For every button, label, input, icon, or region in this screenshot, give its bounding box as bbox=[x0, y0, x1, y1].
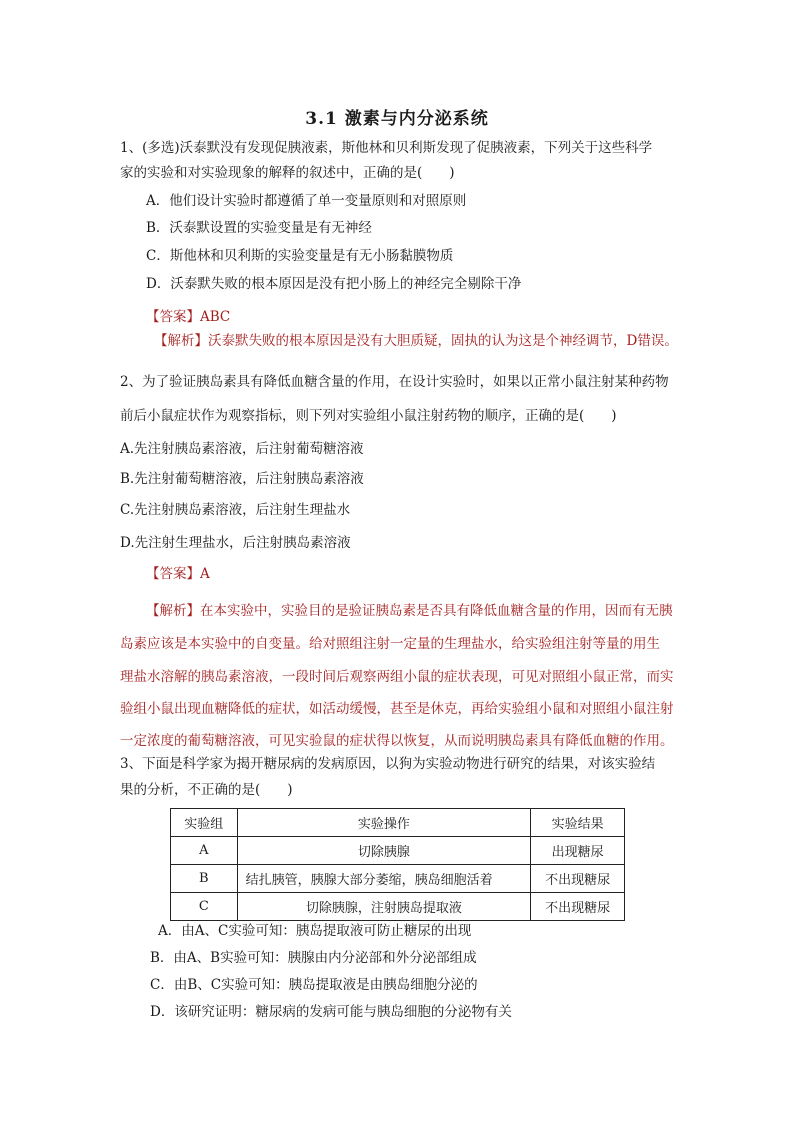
table-cell-operation: 切除胰腺 bbox=[237, 837, 531, 865]
experiment-table bbox=[170, 808, 625, 921]
q3-stem-line-2: 果的分析，不正确的是( ) bbox=[120, 782, 293, 798]
q2-answer bbox=[146, 565, 210, 583]
q2-answer-value: A bbox=[200, 566, 210, 582]
q2-option-d: D.先注射生理盐水，后注射胰岛素溶液 bbox=[120, 535, 351, 551]
q2-analysis-line-1 bbox=[146, 602, 673, 620]
q3-option-c: C．由B、C实验可知：胰岛提取液是由胰岛细胞分泌的 bbox=[150, 977, 478, 993]
table-cell-group: A bbox=[171, 837, 238, 865]
table-cell-group: C bbox=[171, 893, 238, 921]
q2-analysis-line-3: 理盐水溶解的胰岛素溶液，一段时间后观察两组小鼠的症状表现，可见对照组小鼠正常，而实 bbox=[120, 669, 674, 685]
table-cell-operation: 切除胰腺，注射胰岛提取液 bbox=[237, 893, 531, 921]
q1-option-c: C．斯他林和贝利斯的实验变量是有无小肠黏膜物质 bbox=[146, 248, 454, 264]
table-header-operation: 实验操作 bbox=[237, 809, 531, 837]
table-header-result: 实验结果 bbox=[531, 809, 625, 837]
table-row bbox=[171, 837, 625, 865]
table-header-row bbox=[171, 809, 625, 837]
q2-analysis-line-4: 验组小鼠出现血糖降低的症状，如活动缓慢，甚至是休克，再给实验组小鼠和对照组小鼠注射 bbox=[120, 701, 674, 717]
q2-analysis-tag: 【解析】 bbox=[146, 603, 200, 619]
q2-option-b: B.先注射葡萄糖溶液，后注射胰岛素溶液 bbox=[120, 471, 364, 487]
table-cell-result: 不出现糖尿 bbox=[531, 893, 625, 921]
q1-answer bbox=[146, 308, 230, 326]
q2-analysis-line-5: 一定浓度的葡萄糖溶液，可见实验鼠的症状得以恢复，从而说明胰岛素具有降低血糖的作用。 bbox=[120, 733, 674, 749]
q1-analysis bbox=[154, 332, 678, 350]
table-row bbox=[171, 865, 625, 893]
q2-option-c: C.先注射胰岛素溶液，后注射生理盐水 bbox=[120, 502, 351, 518]
table-cell-result: 不出现糖尿 bbox=[531, 865, 625, 893]
q2-stem-line-1: 2、为了验证胰岛素具有降低血糖含量的作用，在设计实验时，如果以正常小鼠注射某种药物 bbox=[120, 374, 669, 390]
q2-analysis-line-2: 岛素应该是本实验中的自变量。给对照组注射一定量的生理盐水，给实验组注射等量的用生 bbox=[120, 636, 660, 652]
table-cell-result: 出现糖尿 bbox=[531, 837, 625, 865]
table-cell-group: B bbox=[171, 865, 238, 893]
q2-analysis-text-1: 在本实验中，实验目的是验证胰岛素是否具有降低血糖含量的作用，因而有无胰 bbox=[200, 603, 673, 619]
q1-answer-value: ABC bbox=[200, 309, 231, 325]
q3-option-d: D．该研究证明：糖尿病的发病可能与胰岛细胞的分泌物有关 bbox=[150, 1004, 512, 1020]
table-header-group: 实验组 bbox=[171, 809, 238, 837]
q1-option-a: A．他们设计实验时都遵循了单一变量原则和对照原则 bbox=[146, 193, 467, 209]
q1-stem-line-1: 1、(多选)沃泰默没有发现促胰液素，斯他林和贝利斯发现了促胰液素，下列关于这些科学 bbox=[120, 140, 653, 156]
q3-option-a: A．由A、C实验可知：胰岛提取液可防止糖尿的出现 bbox=[158, 923, 472, 939]
q1-stem-line-2: 家的实验和对实验现象的解释的叙述中，正确的是( ) bbox=[120, 165, 455, 181]
q2-answer-tag: 【答案】 bbox=[146, 566, 200, 582]
q3-option-b: B．由A、B实验可知：胰腺由内分泌部和外分泌部组成 bbox=[150, 950, 477, 966]
q2-option-a: A.先注射胰岛素溶液，后注射葡萄糖溶液 bbox=[120, 441, 364, 457]
q1-analysis-text: 沃泰默失败的根本原因是没有大胆质疑，固执的认为这是个神经调节，D错误。 bbox=[208, 333, 678, 349]
table-cell-operation: 结扎胰管，胰腺大部分萎缩，胰岛细胞活着 bbox=[237, 865, 531, 893]
q1-analysis-tag: 【解析】 bbox=[154, 333, 208, 349]
q1-option-d: D．沃泰默失败的根本原因是没有把小肠上的神经完全剔除干净 bbox=[146, 276, 522, 292]
q1-answer-tag: 【答案】 bbox=[146, 309, 200, 325]
q3-stem-line-1: 3、下面是科学家为揭开糖尿病的发病原因，以狗为实验动物进行研究的结果，对该实验结 bbox=[120, 756, 656, 772]
q1-option-b: B．沃泰默设置的实验变量是有无神经 bbox=[146, 220, 372, 236]
table-row bbox=[171, 893, 625, 921]
q2-stem-line-2: 前后小鼠症状作为观察指标，则下列对实验组小鼠注射药物的顺序，正确的是( ) bbox=[120, 408, 617, 424]
page-title: 3.1 激素与内分泌系统 bbox=[305, 109, 489, 129]
